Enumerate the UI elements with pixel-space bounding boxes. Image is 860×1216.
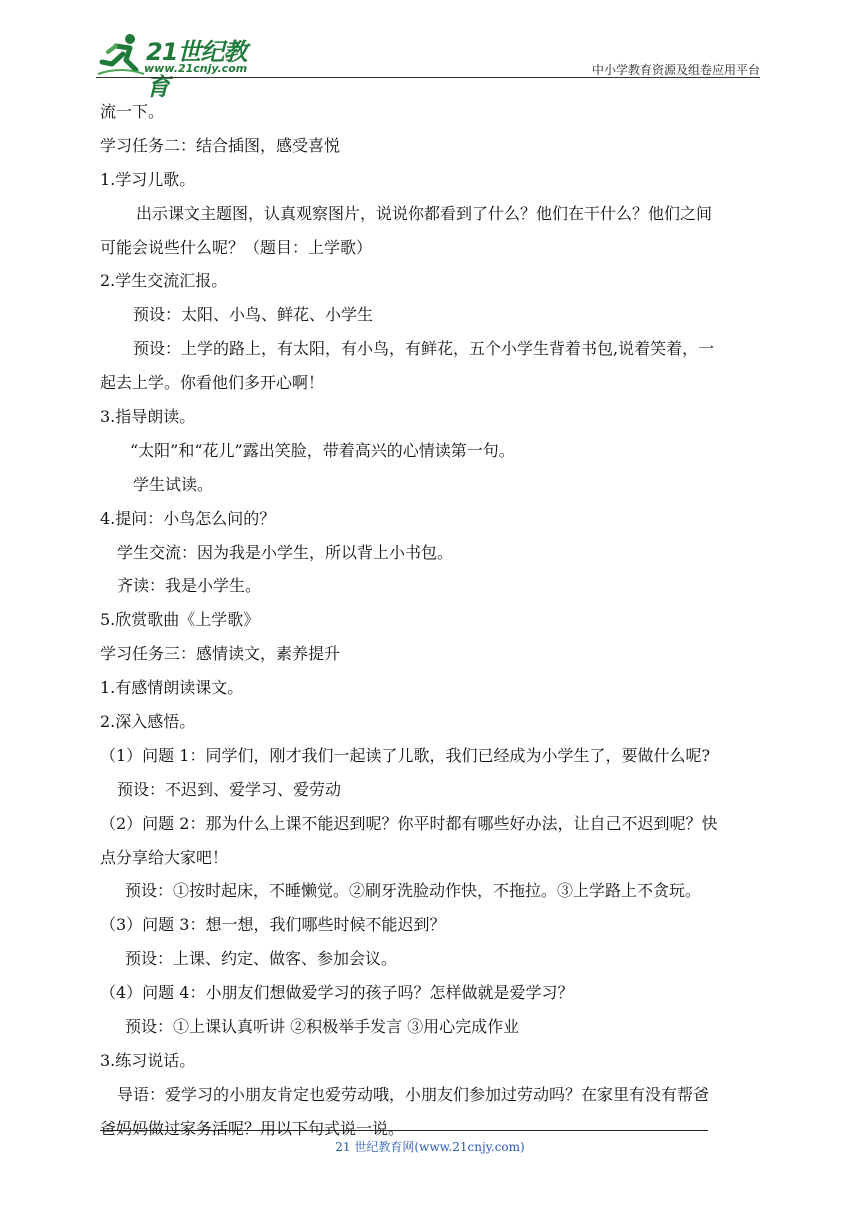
text-line: 导语：爱学习的小朋友肯定也爱劳动哦，小朋友们参加过劳动吗？在家里有没有帮爸: [117, 1084, 710, 1104]
text-line: 2.深入感悟。: [100, 712, 196, 732]
text-line: 4.提问：小鸟怎么问的？: [100, 508, 276, 528]
document-body: [100, 95, 764, 1146]
text-line: 学生交流：因为我是小学生，所以背上小书包。: [117, 542, 454, 562]
text-line: 1.学习儿歌。: [100, 169, 196, 189]
text-line: （3）问题 3：想一想，我们哪些时候不能迟到？: [100, 915, 446, 935]
text-line: 流一下。: [100, 102, 165, 121]
text-line: 可能会说些什么呢？（题目：上学歌）: [100, 237, 373, 257]
text-line: 预设：上课、约定、做客、参加会议。: [125, 949, 398, 969]
text-line: （2）问题 2：那为什么上课不能迟到呢？你平时都有哪些好办法，让自己不迟到呢？快: [100, 813, 718, 833]
text-line: 预设：不迟到、爱学习、爱劳动: [117, 779, 342, 799]
text-line: 齐读：我是小学生。: [117, 576, 262, 596]
text-line: 爸妈妈做过家务活呢？用以下句式说一说。: [100, 1118, 405, 1138]
text-line: 学习任务二：结合插图，感受喜悦: [100, 135, 341, 155]
platform-name: 中小学教育资源及组卷应用平台: [591, 63, 760, 77]
text-line: （1）问题 1：同学们，刚才我们一起读了儿歌，我们已经成为小学生了，要做什么呢?: [100, 745, 711, 765]
text-line: 3.指导朗读。: [100, 407, 196, 427]
text-line: 预设：①上课认真听讲 ②积极举手发言 ③用心完成作业: [125, 1017, 520, 1037]
text-line: 2.学生交流汇报。: [100, 271, 228, 291]
page-header: [96, 30, 760, 101]
runner-logo-icon: [96, 32, 146, 78]
text-line: 1.有感情朗读课文。: [100, 678, 244, 698]
text-line: 5.欣赏歌曲《上学歌》: [100, 610, 260, 630]
text-line: 点分享给大家吧！: [100, 847, 229, 867]
logo: [96, 32, 266, 101]
footer-divider: [100, 1130, 708, 1131]
text-line: 3.练习说话。: [100, 1050, 196, 1070]
text-line: 预设：上学的路上，有太阳，有小鸟，有鲜花，五个小学生背着书包,说着笑着，一: [133, 339, 715, 359]
text-line: 预设：①按时起床，不睡懒觉。②刷牙洗脸动作快，不拖拉。③上学路上不贪玩。: [125, 881, 702, 901]
text-line: 学生试读。: [133, 474, 214, 494]
text-line: （4）问题 4：小朋友们想做爱学习的孩子吗？怎样做就是爱学习？: [100, 983, 574, 1003]
text-line: 学习任务三：感情读文，素养提升: [100, 644, 341, 664]
logo-title: 21世纪教育: [146, 38, 247, 101]
text-line: 起去上学。你看他们多开心啊！: [100, 373, 325, 393]
header-divider: [96, 77, 760, 78]
logo-url: www.21cnjy.com: [144, 62, 248, 75]
text-line: “太阳”和“花儿”露出笑脸，带着高兴的心情读第一句。: [130, 440, 515, 460]
text-line: 出示课文主题图，认真观察图片，说说你都看到了什么？他们在干什么？他们之间: [136, 203, 713, 223]
text-line: 预设：太阳、小鸟、鲜花、小学生: [133, 305, 374, 325]
footer-text: 21 世纪教育网(www.21cnjy.com): [335, 1140, 525, 1154]
